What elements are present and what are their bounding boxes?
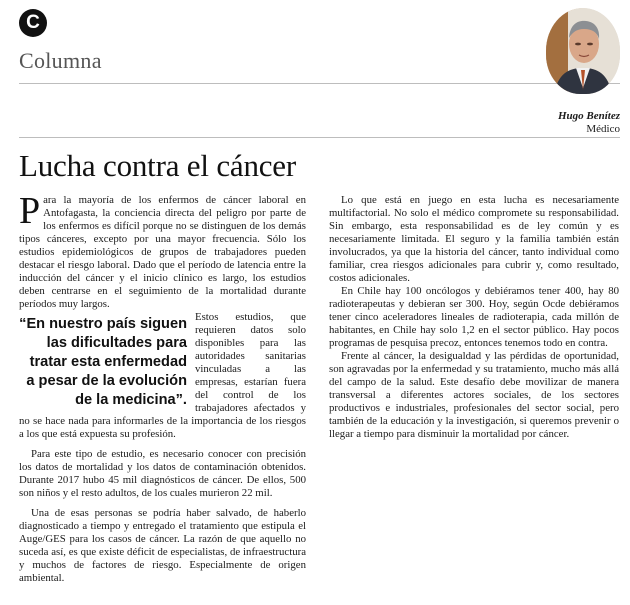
paragraph-4a — [19, 507, 306, 585]
headline-divider — [19, 137, 620, 138]
article-column-right — [329, 194, 619, 441]
author-byline — [558, 110, 620, 136]
paragraph-7: Frente al cáncer, la desigualdad y las pérdidas de oportunidad, son agravadas por la enfermedad y su tratamiento, mucho más allá del campo de la salud. Este desafío debe movilizar de manera transversal a diferentes actores sociales, de los sectores productivos e industriales, profesionales del sector social, pero también de la educación y la investigación, si queremos prevenir o llegar a tiempo para disminuir la mortalidad por cáncer. — [329, 350, 619, 440]
article-headline: Lucha contra el cáncer — [19, 148, 296, 183]
section-label: Columna — [19, 48, 102, 73]
pull-quote: “En nuestro país siguen las dificultades para tratar esta enfermedad a pesar de la evolución de la medicina”. — [19, 316, 187, 408]
paragraph-2-text: Estos estudios, que requieren datos solo disponibles para las autoridades sanitarias vinculadas a las empresas, estarían fuera del control de los trabajadores afectados y no se hace nada para informarles de la importancia de los riesgos a los que está expuesta su profesión. — [19, 311, 306, 440]
drop-cap: P — [19, 190, 41, 232]
author-name: Hugo Benítez — [557, 110, 620, 122]
paragraph-6: En Chile hay 100 oncólogos y debiéramos tener 400, hay 80 radioterapeutas y debieran ser 300. Hoy, según Ocde debiéramos tener cinco aceleradores lineales de radioterapia, cada millón de habitantes, en Chile hay solo 1,2 en el sector público. Hay pocos programas de pesquisa precoz, entonces tenemos todo en contra. — [329, 285, 619, 349]
paragraph-4-text: Una de esas personas se podría haber salvado, de haberlo diagnosticado a tiempo y entregado el tratamiento que estipula el Auge/GES para los casos de cáncer. La razón de que aquello no suceda así, es que existe déficit de especialistas, de infraestructura y muchos de factores de riesgo. Especialmente de origen ambiental. — [19, 507, 306, 584]
author-photo — [546, 8, 620, 94]
article-column-left — [19, 190, 306, 585]
top-divider — [19, 83, 620, 84]
paragraph-1 — [19, 190, 306, 311]
author-role: Médico — [586, 123, 620, 135]
paragraph-1-text: ara la mayoría de los enfermos de cáncer laboral en Antofagasta, la conciencia directa del peligro por parte de los enfermos es difícil porque no se distinguen de los demás tipos cánceres, excepto por una mayor frecuencia. Sólo los estudios epidemiológicos de grupos de trabajadores pueden destacar el riesgo laboral. Dado que el período de latencia entre la inducción del cáncer y el inicio clínico es largo, los estudios deben centrarse en el seguimiento de la mortalidad durante períodos muy largos. — [19, 194, 306, 310]
paragraph-5: Lo que está en juego en esta lucha es necesariamente multifactorial. No solo el médico compromete su responsabilidad. Sin embargo, esta responsabilidad es de ley común y es necesariamente limitada. El seguro y la familia también están involucrados, ya que la historia del cáncer, tanto individual como familiar, crea riesgos adicionales para cubrir y, como resultado, costos adicionales. — [329, 194, 619, 284]
paragraph-2 — [19, 311, 306, 441]
paragraph-3: Para este tipo de estudio, es necesario conocer con precisión los datos de mortalidad y los datos de contaminación obtenidos. Durante 2017 hubo 45 mil diagnósticos de cáncer. De ellos, 500 son niños y el resto adultos, de los cuales murieron 22 mil. — [19, 448, 306, 499]
column-badge: C — [19, 9, 47, 37]
